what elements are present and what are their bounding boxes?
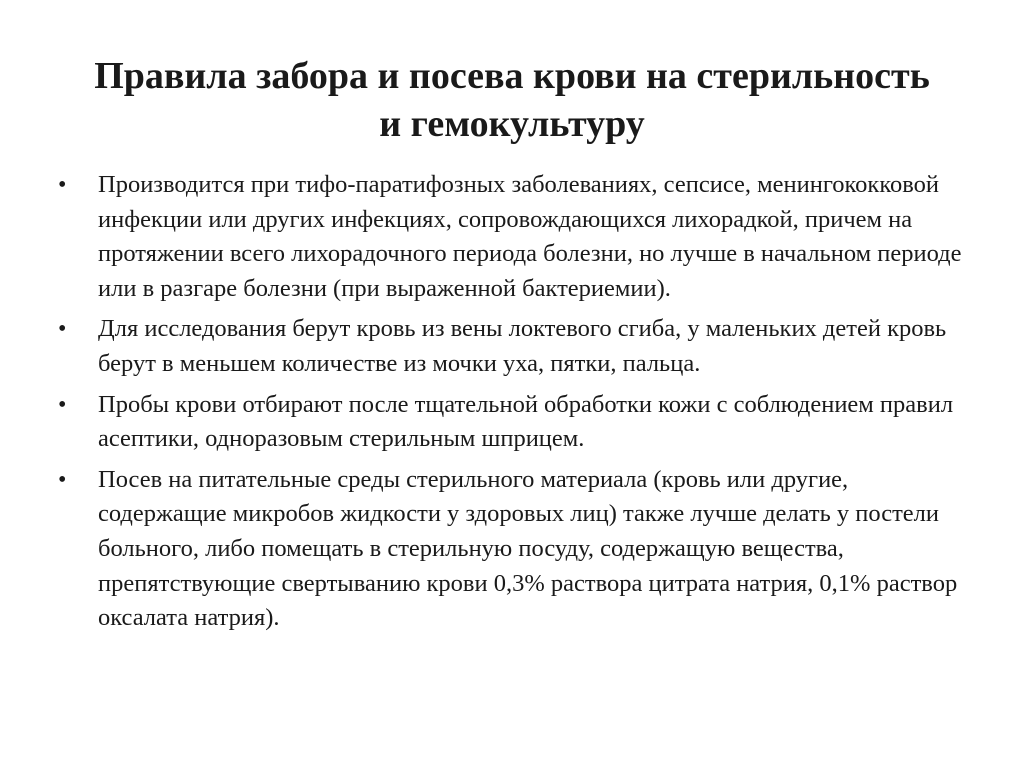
bullet-marker: • (58, 316, 67, 343)
bullet-text: Для исследования берут кровь из вены локтевого сгиба, у маленьких детей кровь берут в меньшем количестве из мочки уха, пятки, пальца. (98, 315, 947, 377)
slide-title (40, 52, 984, 148)
bullet-item-1 (52, 168, 970, 306)
slide-title-line-2: и гемокультуру (379, 103, 645, 145)
bullet-list (52, 168, 970, 642)
bullet-text: Производится при тифо-паратифозных заболеваниях, сепсисе, менингококковой инфекции или других инфекциях, сопровождающихся лихорадкой, причем на протяжении всего лихорадочного периода болезни, но лучше в начальном периоде или в разгаре болезни (при выраженной бактериемии). (98, 171, 962, 302)
bullet-marker: • (58, 391, 67, 418)
bullet-marker: • (58, 466, 67, 493)
bullet-text: Пробы крови отбирают после тщательной обработки кожи с соблюдением правил асептики, одноразовым стерильным шприцем. (98, 390, 954, 453)
bullet-item-2 (52, 312, 970, 381)
slide-title-line-1: Правила забора и посева крови на стерильность (94, 55, 930, 97)
bullet-item-4 (52, 463, 970, 636)
bullet-marker: • (58, 172, 67, 198)
bullet-text: Посев на питательные среды стерильного материала (кровь или другие, содержащие микробов жидкости у здоровых лиц) также лучше делать у постели больного, либо помещать в стерильную посуду, содержащую вещества, препятствующие свертыванию крови 0,3% раствора цитрата натрия, 0,1% раствор оксалата натрия). (98, 465, 958, 632)
bullet-item-3 (52, 388, 970, 457)
